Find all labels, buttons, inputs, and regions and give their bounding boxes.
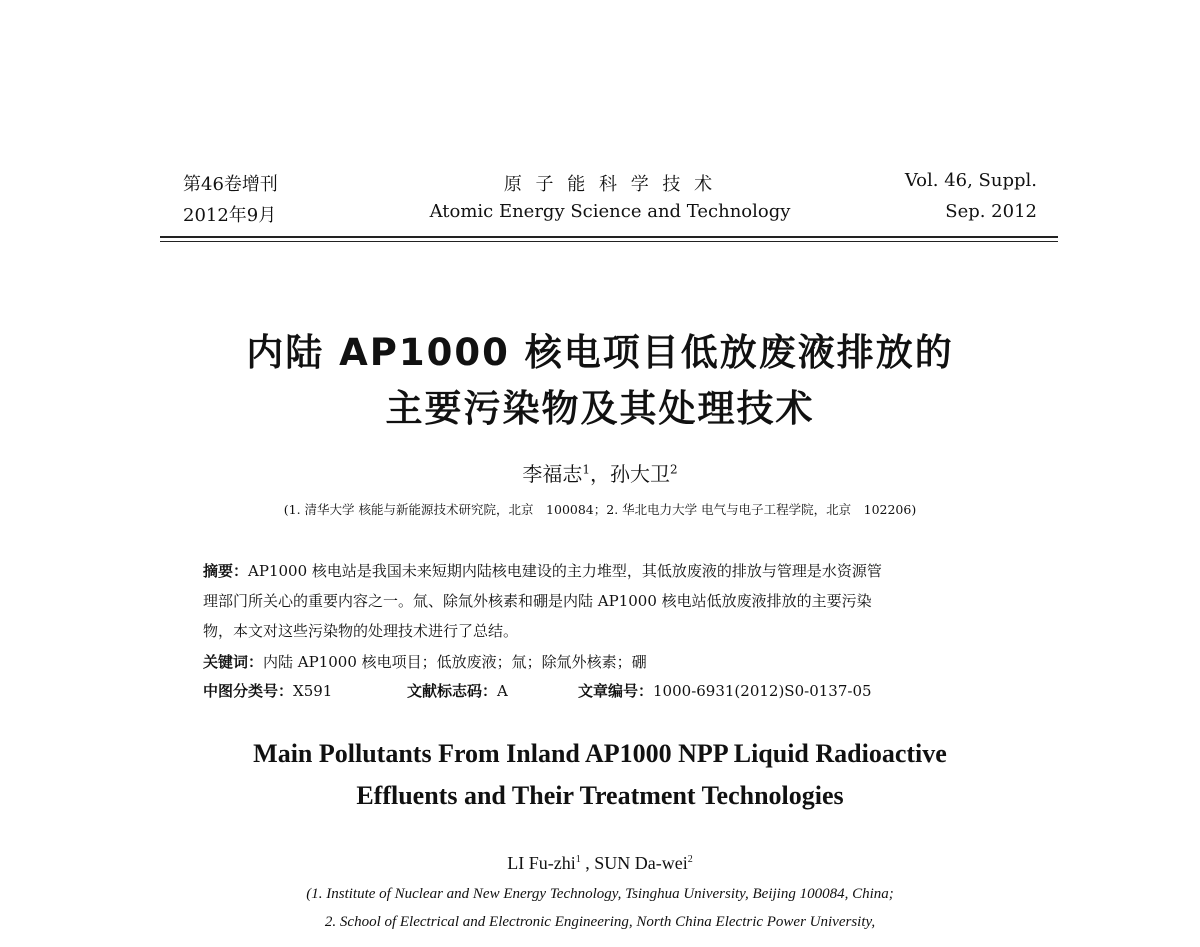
keywords-cn: [203, 651, 647, 672]
doc-value: A: [497, 682, 508, 700]
author-cn-2-sup: 2: [670, 462, 678, 477]
abstract-cn-line3: 物，本文对这些污染物的处理技术进行了总结。: [203, 622, 519, 640]
author-en-1: LI Fu-zhi: [507, 853, 576, 873]
authors-en: [0, 853, 1200, 874]
authors-cn: [0, 458, 1200, 487]
issue-cn: 第46卷增刊: [183, 174, 278, 195]
article-number: [578, 680, 872, 701]
date-en: Sep. 2012: [945, 201, 1037, 222]
author-cn-sep: ，: [590, 462, 610, 486]
article-label: 文章编号：: [578, 682, 654, 700]
author-cn-1: 李福志: [522, 462, 583, 486]
title-en-line1: Main Pollutants From Inland AP1000 NPP Liquid Radioactive: [253, 739, 947, 768]
author-en-2: SUN Da-wei: [594, 853, 688, 873]
abstract-text-1: AP1000 核电站是我国未来短期内陆核电建设的主力堆型，其低放废液的排放与管理是水资源管: [248, 562, 882, 580]
author-en-1-sup: 1: [575, 854, 581, 865]
journal-title-cn: 原 子 能 科 学 技 术: [503, 174, 717, 195]
affiliation-en-line1: (1. Institute of Nuclear and New Energy Technology, Tsinghua University, Beijing 100084, China;: [306, 886, 894, 902]
affiliation-en-line2: 2. School of Electrical and Electronic Engineering, North China Electric Power University,: [324, 914, 876, 930]
affiliation-cn: (1. 清华大学 核能与新能源技术研究院，北京 100084；2. 华北电力大学 电气与电子工程学院，北京 102206): [283, 502, 917, 517]
doc-label: 文献标志码：: [407, 682, 498, 700]
header-rule-thin: [160, 241, 1058, 242]
journal-title-en: Atomic Energy Science and Technology: [429, 201, 791, 222]
keywords-label: 关键词：: [203, 653, 264, 671]
clc-label: 中图分类号：: [203, 682, 294, 700]
clc-value: X591: [293, 682, 333, 700]
author-en-2-sup: 2: [687, 854, 693, 865]
title-en-line2: Effluents and Their Treatment Technologies: [356, 781, 844, 810]
abstract-cn-line2: 理部门所关心的重要内容之一。氚、除氚外核素和硼是内陆 AP1000 核电站低放废液排放的主要污染: [203, 592, 872, 610]
abstract-cn-line1: [203, 560, 882, 581]
abstract-label: 摘要：: [203, 562, 249, 580]
keywords-text: 内陆 AP1000 核电项目；低放废液；氚；除氚外核素；硼: [263, 653, 647, 671]
clc-number: [203, 680, 332, 701]
title-cn-line1: 内陆 AP1000 核电项目低放废液排放的: [246, 331, 954, 374]
author-cn-2: 孙大卫: [610, 462, 670, 486]
document-code: [407, 680, 508, 701]
author-en-sep: ,: [580, 853, 595, 873]
volume-en: Vol. 46, Suppl.: [904, 170, 1037, 191]
article-value: 1000-6931(2012)S0-0137-05: [653, 682, 872, 700]
author-cn-1-sup: 1: [582, 462, 590, 477]
header-rule-thick: [160, 236, 1058, 238]
title-cn-line2: 主要污染物及其处理技术: [385, 387, 815, 430]
date-cn: 2012年9月: [183, 205, 277, 226]
